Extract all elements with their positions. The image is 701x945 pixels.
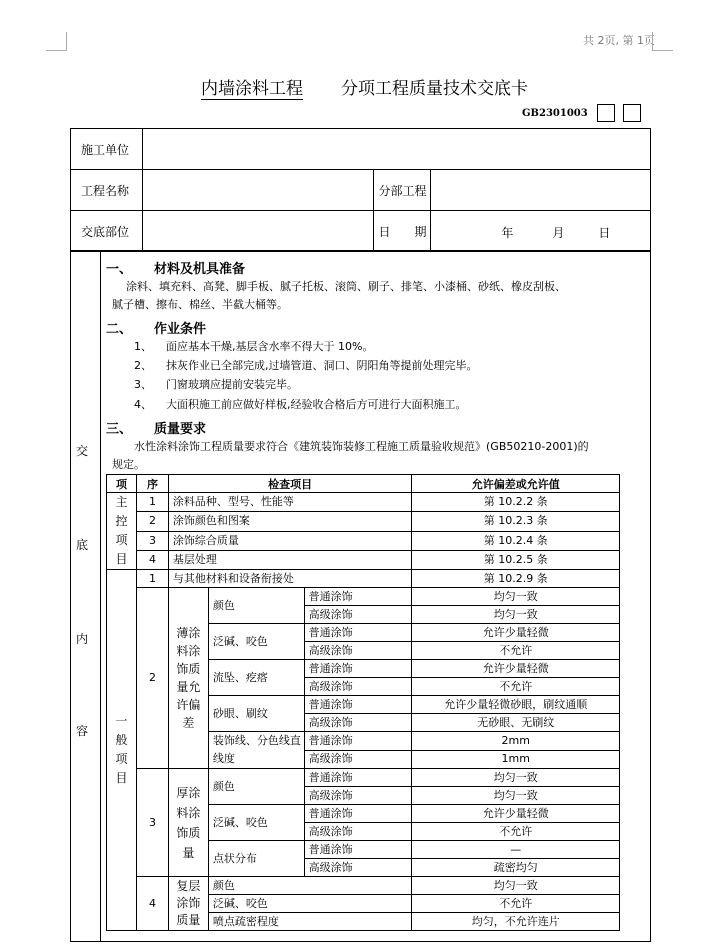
g3-item-name: 点状分布 <box>208 841 304 877</box>
g3-value: 均匀一致 <box>412 787 620 805</box>
side-divider <box>100 250 101 942</box>
g4-check: 泛碱、咬色 <box>208 895 412 913</box>
main-row-value: 第 10.2.2 条 <box>412 493 620 512</box>
page-number: 共 2页, 第 1页 <box>583 34 655 47</box>
g2-grade: 普通涂饰 <box>304 696 412 714</box>
section-3-heading <box>106 418 206 437</box>
g2-item-name: 装饰线、分色线直线度 <box>208 732 304 769</box>
section-1-line-2: 腻子槽、擦布、棉丝、半截大桶等。 <box>112 298 288 311</box>
condition-number: 2、 <box>134 359 152 372</box>
g4-value: 均匀，不允许连片 <box>412 913 620 931</box>
g2-value: 允许少量轻微 <box>412 660 620 678</box>
main-row-seq: 3 <box>136 531 168 550</box>
g2-grade: 普通涂饰 <box>304 660 412 678</box>
g3-value: 不允许 <box>412 823 620 841</box>
g3-value: 疏密均匀 <box>412 859 620 877</box>
title-suffix: 分项工程质量技术交底卡 <box>341 79 528 99</box>
condition-text: 抹灰作业已全部完成,过墙管道、洞口、阴阳角等提前处理完毕。 <box>166 359 478 372</box>
main-row-value: 第 10.2.3 条 <box>412 512 620 531</box>
document-code: GB2301003 <box>522 108 588 119</box>
title-project: 内墙涂料工程 <box>201 79 303 99</box>
g2-grade: 高级涂饰 <box>304 678 412 696</box>
general-1-seq: 1 <box>136 570 168 588</box>
main-group-label: 主控项目 <box>107 493 137 570</box>
col-check-header: 检查项目 <box>168 475 411 493</box>
section-3-line-2: 规定。 <box>112 458 145 471</box>
document-title <box>0 74 701 99</box>
section-1-title: 材料及机具准备 <box>154 262 246 277</box>
g3-grade: 高级涂饰 <box>304 823 412 841</box>
general-1-value: 第 10.2.9 条 <box>412 570 620 588</box>
g3-item-name: 泛碱、咬色 <box>208 805 304 841</box>
general-4-seq: 4 <box>136 877 168 931</box>
col-item-header: 项 <box>107 475 137 493</box>
condition-item <box>134 376 298 392</box>
g2-value: 允许少量轻微 <box>412 624 620 642</box>
date-year: 年 <box>501 226 514 240</box>
section-3-title: 质量要求 <box>154 422 207 437</box>
general-group-label: 一般项目 <box>107 570 137 931</box>
main-row-value: 第 10.2.4 条 <box>412 531 620 550</box>
main-row-check: 涂料品种、型号、性能等 <box>168 493 411 512</box>
g2-grade: 高级涂饰 <box>304 642 412 660</box>
g2-item-name: 砂眼、刷纹 <box>208 696 304 732</box>
main-row-seq: 1 <box>136 493 168 512</box>
col-seq-header: 序 <box>136 475 168 493</box>
main-row-check: 涂饰综合质量 <box>168 531 411 550</box>
project-name-value[interactable] <box>142 170 374 211</box>
section-2-title: 作业条件 <box>154 322 207 337</box>
g4-check: 喷点疏密程度 <box>208 913 412 931</box>
g3-grade: 普通涂饰 <box>304 805 412 823</box>
condition-number: 3、 <box>134 378 152 391</box>
g2-grade: 高级涂饰 <box>304 750 412 769</box>
general-2-seq: 2 <box>136 588 168 769</box>
g2-value: 无砂眼、无刷纹 <box>412 714 620 732</box>
quality-table <box>106 474 620 931</box>
g3-value: — <box>412 841 620 859</box>
part-label: 交底部位 <box>71 211 143 252</box>
date-day: 日 <box>598 226 611 240</box>
section-3-line-1: 水性涂料涂饰工程质量要求符合《建筑装饰装修工程施工质量验收规范》(GB50210-2001)的 <box>134 440 589 453</box>
general-4-category: 复层涂饰质量 <box>168 877 208 931</box>
unit-label: 施工单位 <box>71 129 143 170</box>
side-char-3: 内 <box>76 632 89 646</box>
sub-project-label: 分部工程 <box>374 170 431 211</box>
main-row-value: 第 10.2.5 条 <box>412 550 620 569</box>
g4-value: 不允许 <box>412 895 620 913</box>
main-row-check: 涂饰颜色和图案 <box>168 512 411 531</box>
g2-grade: 普通涂饰 <box>304 624 412 642</box>
crop-mark-top-left <box>46 32 67 51</box>
g2-value: 均匀一致 <box>412 588 620 606</box>
side-char-4: 容 <box>76 724 89 738</box>
g4-value: 均匀一致 <box>412 877 620 895</box>
crop-mark-top-right <box>652 32 673 51</box>
side-char-2: 底 <box>76 538 89 552</box>
g3-item-name: 颜色 <box>208 769 304 805</box>
section-1-number: 一、 <box>106 262 133 277</box>
g2-value: 不允许 <box>412 678 620 696</box>
g2-item-name: 泛碱、咬色 <box>208 624 304 660</box>
condition-text: 门窗玻璃应提前安装完毕。 <box>166 378 298 391</box>
project-name-label: 工程名称 <box>71 170 143 211</box>
g3-grade: 高级涂饰 <box>304 787 412 805</box>
g2-grade: 高级涂饰 <box>304 606 412 624</box>
g2-value: 2mm <box>412 732 620 751</box>
condition-text: 大面积施工前应做好样板,经验收合格后方可进行大面积施工。 <box>166 398 467 411</box>
general-3-category: 厚涂料涂饰质量 <box>168 769 208 877</box>
section-3-number: 三、 <box>106 422 133 437</box>
g2-value: 1mm <box>412 750 620 769</box>
g4-check: 颜色 <box>208 877 412 895</box>
g2-value: 不允许 <box>412 642 620 660</box>
unit-value[interactable] <box>142 129 650 170</box>
g2-grade: 高级涂饰 <box>304 714 412 732</box>
part-value[interactable] <box>142 211 374 252</box>
condition-number: 1、 <box>134 340 152 353</box>
general-3-seq: 3 <box>136 769 168 877</box>
g3-grade: 普通涂饰 <box>304 769 412 787</box>
col-dev-header: 允许偏差或允许值 <box>412 475 620 493</box>
g2-item-name: 颜色 <box>208 588 304 624</box>
condition-item <box>134 357 478 373</box>
section-1-line-1: 涂料、填充料、高凳、脚手板、腻子托板、滚筒、刷子、排笔、小漆桶、砂纸、橡皮刮板、 <box>126 280 566 293</box>
side-char-1: 交 <box>76 444 89 458</box>
main-row-check: 基层处理 <box>168 550 411 569</box>
check-box-2[interactable] <box>623 104 641 122</box>
g3-value: 均匀一致 <box>412 769 620 787</box>
general-2-category: 薄涂料涂饰质量允许偏差 <box>168 588 208 769</box>
g3-grade: 普通涂饰 <box>304 841 412 859</box>
condition-item <box>134 338 373 354</box>
section-2-number: 二、 <box>106 322 133 337</box>
condition-item <box>134 396 467 412</box>
g2-grade: 普通涂饰 <box>304 732 412 751</box>
main-row-seq: 2 <box>136 512 168 531</box>
g2-value: 允许少量轻微砂眼，刷纹通顺 <box>412 696 620 714</box>
header-table <box>70 128 651 252</box>
date-label: 日 期 <box>374 211 431 252</box>
date-value[interactable] <box>431 211 651 252</box>
section-2-heading <box>106 318 206 337</box>
condition-number: 4、 <box>134 398 152 411</box>
section-1-heading <box>106 258 245 277</box>
date-month: 月 <box>552 226 565 240</box>
g3-grade: 高级涂饰 <box>304 859 412 877</box>
g2-item-name: 流坠、疙瘩 <box>208 660 304 696</box>
check-box-1[interactable] <box>597 104 615 122</box>
sub-project-value[interactable] <box>431 170 651 211</box>
condition-text: 面应基本干燥,基层含水率不得大于 10%。 <box>166 340 374 353</box>
g3-value: 允许少量轻微 <box>412 805 620 823</box>
g2-value: 均匀一致 <box>412 606 620 624</box>
general-1-check: 与其他材料和设备衔接处 <box>168 570 411 588</box>
main-row-seq: 4 <box>136 550 168 569</box>
g2-grade: 普通涂饰 <box>304 588 412 606</box>
